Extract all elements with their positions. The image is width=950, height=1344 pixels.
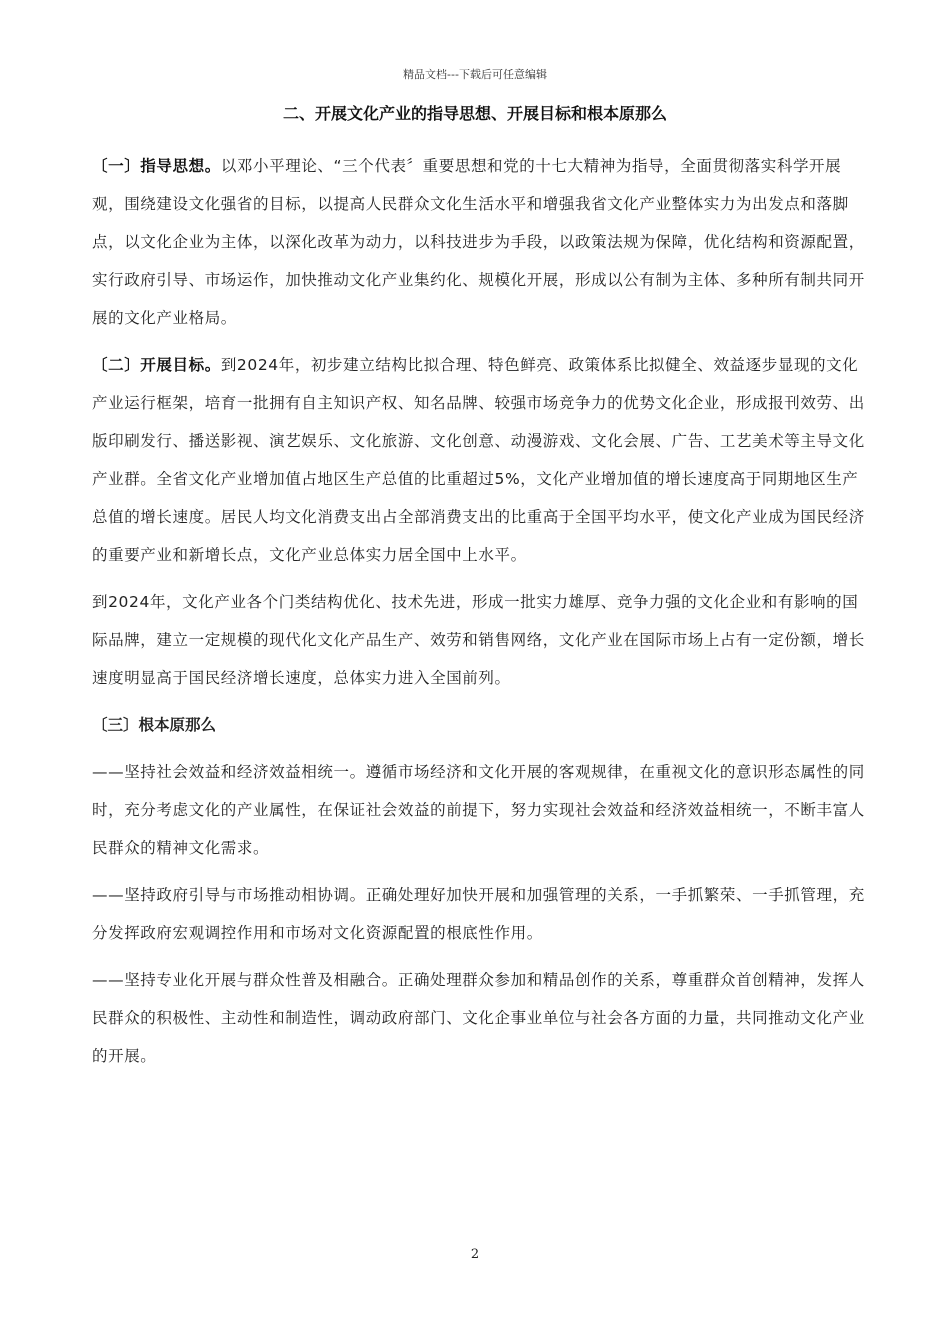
paragraph-long-term-goals [92, 583, 867, 697]
page-header: 精品文档---下载后可任意编辑 [403, 68, 547, 81]
page-number: 2 [470, 1247, 480, 1262]
principle-item: ——坚持政府引导与市场推动相协调。正确处理好加快开展和加强管理的关系，一手抓繁荣、一手抓管理，充分发挥政府宏观调控作用和市场对文化资源配置的根底性作用。 [92, 886, 865, 942]
document-body [92, 147, 867, 1084]
principle-item: ——坚持社会效益和经济效益相统一。遵循市场经济和文化开展的客观规律，在重视文化的意识形态属性的同时，充分考虑文化的产业属性，在保证社会效益的前提下，努力实现社会效益和经济效益相统一，不断丰富人民群众的精神文化需求。 [92, 763, 865, 857]
paragraph-lead: 〔二〕开展目标。 [92, 356, 221, 374]
section-title: 二、开展文化产业的指导思想、开展目标和根本原那么 [282, 104, 667, 123]
paragraph-lead: 〔一〕指导思想。 [92, 157, 221, 175]
paragraph-text: 以邓小平理论、“三个代表〞重要思想和党的十七大精神为指导，全面贯彻落实科学开展观，围绕建设文化强省的目标，以提高人民群众文化生活水平和增强我省文化产业整体实力为出发点和落脚点，以文化企业为主体，以深化改革为动力，以科技进步为手段，以政策法规为保障，优化结构和资源配置，实行政府引导、市场运作，加快推动文化产业集约化、规模化开展，形成以公有制为主体、多种所有制共同开展的文化产业格局。 [92, 157, 865, 327]
paragraph-text: 到2024年，初步建立结构比拟合理、特色鲜亮、政策体系比拟健全、效益逐步显现的文化产业运行框架，培育一批拥有自主知识产权、知名品牌、较强市场竞争力的优势文化企业，形成报刊效劳、出版印刷发行、播送影视、演艺娱乐、文化旅游、文化创意、动漫游戏、文化会展、广告、工艺美术等主导文化产业群。全省文化产业增加值占地区生产总值的比重超过5%，文化产业增加值的增长速度高于同期地区生产总值的增长速度。居民人均文化消费支出占全部消费支出的比重高于全国平均水平，使文化产业成为国民经济的重要产业和新增长点，文化产业总体实力居全国中上水平。 [92, 356, 865, 564]
paragraph-guiding-ideology [92, 147, 867, 337]
principle-item: ——坚持专业化开展与群众性普及相融合。正确处理群众参加和精品创作的关系，尊重群众首创精神，发挥人民群众的积极性、主动性和制造性，调动政府部门、文化企事业单位与社会各方面的力量，共同推动文化产业的开展。 [92, 971, 865, 1065]
subsection-heading: 〔三〕根本原那么 [92, 716, 217, 734]
paragraph-development-goals [92, 346, 867, 574]
paragraph-text: 到2024年，文化产业各个门类结构优化、技术先进，形成一批实力雄厚、竞争力强的文化企业和有影响的国际品牌，建立一定规模的现代化文化产品生产、效劳和销售网络，文化产业在国际市场上占有一定份额，增长速度明显高于国民经济增长速度，总体实力进入全国前列。 [92, 593, 865, 687]
